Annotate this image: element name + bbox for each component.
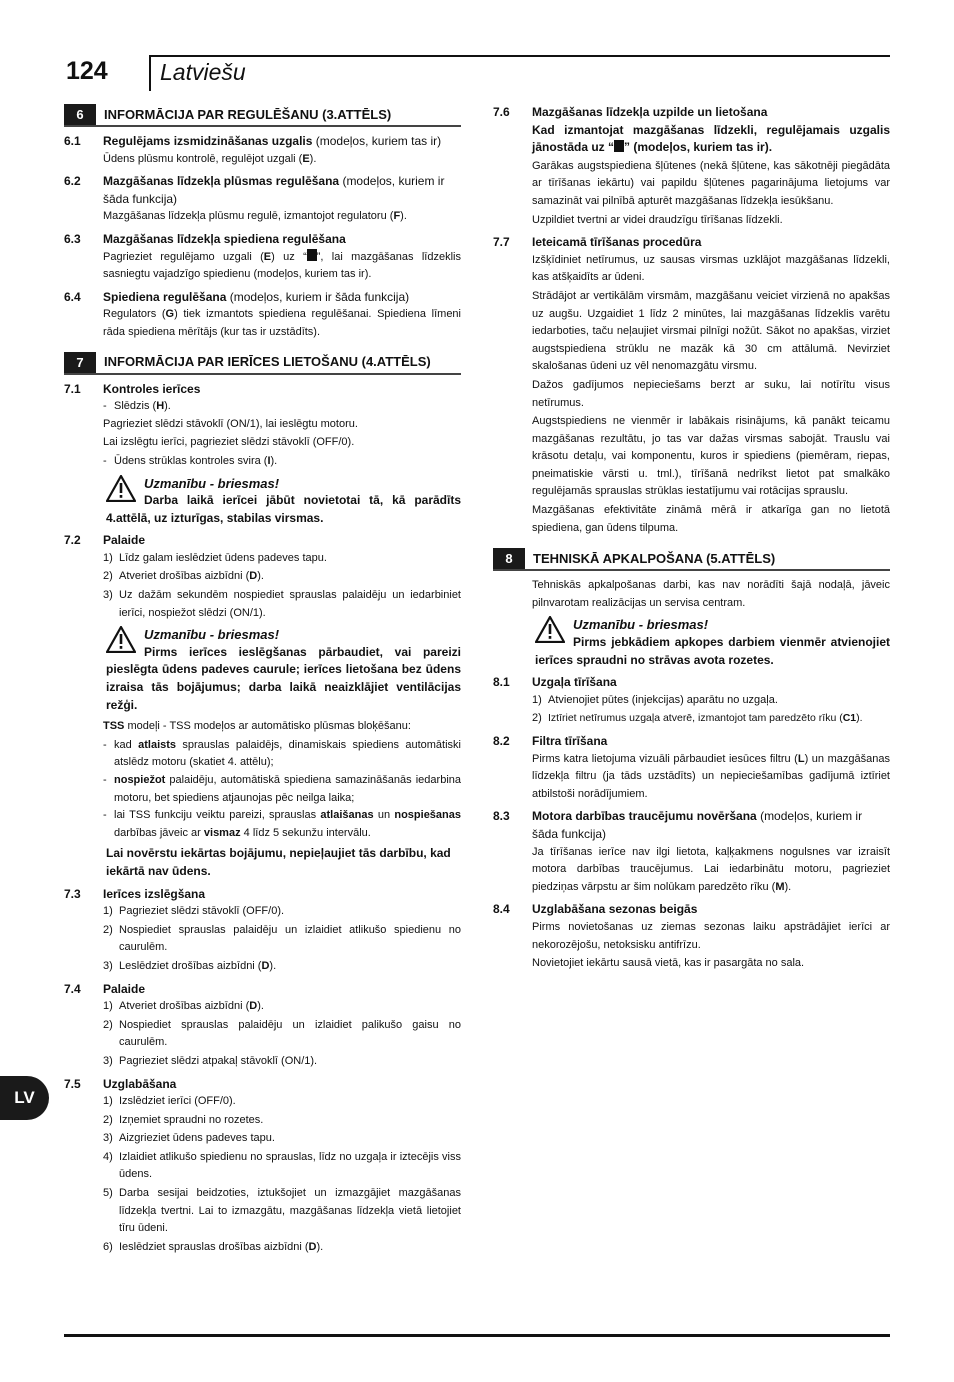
- language-tab: LV: [0, 1076, 49, 1120]
- item-title-suffix: (modeļos, kuriem ir šāda funkcija): [532, 809, 863, 841]
- item-title: [103, 133, 441, 151]
- warning-box: [106, 475, 461, 528]
- warning-title: Uzmanību - briesmas!: [573, 617, 709, 633]
- text: Leslēdziet drošības aizbīdni (: [119, 959, 262, 972]
- paragraph: Pagrieziet slēdzi stāvoklī (ON/1), lai ieslēgtu motoru.: [103, 417, 358, 430]
- paragraph: Strādājot ar vertikālām virsmām, mazgāšanu veiciet virzienā no apakšas uz augšu. Uzgaidiet 1 līdz 2 minūtes, lai mazgāšanas līdzeklis varētu iedarboties, taču neļaujiet virsmai pilnīgi nožūt. Sākot no apakšas, virziet augstspiediena strūklu ne mazāk kā 30 cm attālumā. Nevirziet skalošanas ūdeni uz vēl nenomazgātu virsmu.: [532, 289, 890, 373]
- warning-text: [535, 634, 890, 669]
- item-6-1: [64, 133, 461, 151]
- paragraph: Uzpildiet tvertni ar videi draudzīgu tīrīšanas līdzekli.: [532, 213, 783, 226]
- tss-block: [103, 718, 461, 842]
- text: Kad izmantojat mazgāšanas līdzekli, regulējamais uzgalis jānostāda uz “: [532, 122, 890, 155]
- text: Iztīriet netīrumus uzgaļa atverē, izmantojot tam paredzēto rīku (: [548, 712, 843, 725]
- list-item: 1) Atvienojiet pūtes (injekcijas) aparātu no uzgaļa.: [532, 692, 890, 710]
- spacer: [493, 538, 890, 548]
- text: palaidēju, automātiskā spiediena samazināšanās iedarbina motoru, bet spiediens atjaunojas pēc neilga laika;: [114, 774, 461, 804]
- paragraph: Lai izslēgtu ierīci, pagrieziet slēdzi stāvoklī (OFF/0).: [103, 436, 355, 449]
- warning-text: [106, 644, 461, 714]
- item-body: [532, 844, 890, 897]
- item-number: 7.2: [64, 533, 81, 548]
- text: ” (modeļos, kuriem tas ir).: [624, 140, 773, 155]
- step-text: Pagrieziet slēdzi stāvoklī (OFF/0).: [119, 905, 285, 918]
- text: ).: [856, 712, 863, 725]
- text: Darba laikā ierīcei jābūt novietotai tā, kā parādīts 4.attēlā, uz izturīgas, stabilas virsmas.: [106, 493, 461, 525]
- paragraph: Dažos gadījumos nepieciešams berzt ar suku, lai notīrītu visus netīrumus.: [532, 378, 890, 409]
- item-title: Mazgāšanas līdzekļa uzpilde un lietošana: [532, 105, 768, 119]
- item-number: 7.3: [64, 886, 81, 901]
- text: Ja tīrīšanas ierīce nav ilgi lietota, kaļķakmens nogulsnes var izraisīt motora darbības traucējumus. Lai iedarbinātu motoru, pagrieziet piedziņas vārpstu ar šim nolūkam paredzēto rīku (: [532, 845, 890, 893]
- text: Pirms katra lietojuma vizuāli pārbaudiet iesūces filtru (: [532, 752, 798, 765]
- ref-letter: M: [775, 880, 785, 893]
- step-text: Nospiediet sprauslas palaidēju un izlaidiet atlikušo spiedienu no caurulēm.: [119, 923, 461, 954]
- warning-title: Uzmanību - briesmas!: [144, 627, 280, 643]
- right-column: [493, 104, 890, 974]
- item-body: [103, 306, 461, 341]
- text: ).: [257, 570, 264, 583]
- list-item: - Ūdens strūklas kontroles svira (I).: [103, 454, 278, 467]
- text: ).: [270, 454, 278, 467]
- header-divider: [149, 55, 151, 91]
- list-item: 2) Iztīriet netīrumus uzgaļa atverē, izmantojot tam paredzēto rīku (C1).: [532, 712, 863, 725]
- item-title-text: Spiediena regulēšana: [103, 289, 227, 304]
- item-body: [532, 919, 890, 973]
- paragraph: Izšķīdiniet netīrumus, uz sausas virsmas uzklājot mazgāšanas līdzekli, kas atšķaidīts ar ūdeni.: [532, 253, 890, 284]
- item-body: [532, 122, 890, 230]
- item-title-text: Mazgāšanas līdzekļa plūsmas regulēšana: [103, 174, 340, 189]
- header-rule: [149, 55, 890, 57]
- list-item: 3) Leslēdziet drošības aizbīdni (D).: [103, 959, 277, 972]
- detergent-symbol-icon: [307, 249, 317, 261]
- tss-label: TSS: [103, 720, 125, 733]
- item-title: [103, 173, 461, 208]
- paragraph: Novietojiet iekārtu sausā vietā, kas ir pasargāta no sala.: [532, 957, 805, 970]
- text: ) tiek izmantots spiediena regulēšanai. Spiediena līmeni rāda spiediena mērītājs (kur tas ir uzstādīts).: [103, 308, 461, 338]
- steps-list: [103, 903, 461, 975]
- item-8-1: [493, 674, 890, 692]
- item-number: 7.6: [493, 105, 510, 119]
- item-body: [103, 151, 461, 169]
- steps-list: [532, 692, 890, 728]
- item-number: 6.1: [64, 134, 81, 148]
- text: ) un mazgāšanas līdzekļa filtru (ja tāds uzstādīts) un nepieciešamības gadījumā iztīriet atbilstoši norādījumiem.: [532, 752, 890, 800]
- text: Pirms ierīces ieslēgšanas pārbaudiet, vai pareizi pieslēgta ūdens padeves caurule; ierīces lietošana bez ūdens izraisa tās bojājumus; darba laikā neaizklājiet ventilācijas režģi.: [106, 644, 461, 712]
- list-item: 2) Nospiediet sprauslas palaidēju un izlaidiet atlikušo spiedienu no caurulēm.: [103, 922, 461, 957]
- list-item: - Slēdzis (H).: [103, 400, 171, 413]
- item-number: 6.4: [64, 289, 81, 304]
- section-8-header: [493, 548, 890, 571]
- section-7-header: [64, 352, 461, 375]
- item-7-1: [64, 381, 461, 399]
- steps-list: [103, 550, 461, 622]
- item-title: [103, 289, 409, 307]
- list-item: 3) Pagrieziet slēdzi atpakaļ stāvoklī (ON/1).: [103, 1053, 461, 1071]
- item-title: [532, 808, 890, 843]
- list-item: 2) Izņemiet spraudni no rozetes.: [103, 1112, 461, 1130]
- text: Ieslēdziet sprauslas drošības aizbīdni (: [119, 1240, 309, 1253]
- text: ).: [257, 1000, 264, 1013]
- notice-text: Lai novērstu iekārtas bojājumu, nepieļaujiet tās darbību, kad iekārtā nav ūdens.: [106, 846, 451, 878]
- paragraph: Mazgāšanas efektivitāte zināmā mērā ir atkarīga gan no lietotā spiediena, gan ūdens tilpuma.: [532, 504, 890, 534]
- text: ) uz “: [271, 250, 307, 263]
- step-text: Darba sesijai beidzoties, iztukšojiet un izmazgājiet mazgāšanas līdzekļa tvertni. Lai to izmazgātu, mazgāšanas līdzekļa vietā lietojiet tīru ūdeni.: [119, 1187, 461, 1235]
- item-number: 7.1: [64, 381, 81, 396]
- paragraph: Augstspiediens ne vienmēr ir labākais risinājums, kā panākt teicamu mazgāšanas rezultātu, jo tas var dažas virsmas sabojāt. Trauslu vai krāsotu detaļu, vai komponentu, kuros ir spiediens (piemēram, riepas, pneimatiskie vārsti u. tml.), tīrīšanā nedrīkst lietot pat smalkāko regulējamās sprauslas strūklas iestatījumu vai rotācijas sprauslu.: [532, 415, 890, 498]
- ref-letter: C1: [842, 712, 857, 725]
- paragraph: [532, 122, 890, 157]
- page-number: 124: [66, 57, 108, 85]
- item-7-5: [64, 1076, 461, 1094]
- ref-letter: D: [249, 570, 258, 583]
- list-item: 1) Līdz galam ieslēdziet ūdens padeves tapu.: [103, 550, 461, 568]
- list-item: 6) Ieslēdziet sprauslas drošības aizbīdni (D).: [103, 1240, 324, 1253]
- step-text: Uz dažām sekundēm nospiediet sprauslas palaidēju un iedarbiniet ierīci, nospiežot slēdzi (ON/1).: [119, 589, 461, 619]
- text: Ūdens strūklas kontroles svira (: [114, 454, 268, 467]
- item-title: Ieteicamā tīrīšanas procedūra: [532, 235, 702, 250]
- item-number: 6.3: [64, 231, 81, 246]
- item-6-2: [64, 173, 461, 208]
- item-title: Filtra tīrīšana: [532, 734, 608, 748]
- step-text: Pagrieziet slēdzi atpakaļ stāvoklī (ON/1).: [119, 1054, 318, 1067]
- steps-list: [103, 1093, 461, 1256]
- ref-letter: F: [393, 210, 401, 223]
- step-text: Aizgrieziet ūdens padeves tapu.: [119, 1132, 275, 1145]
- list-item: 1) Pagrieziet slēdzi stāvoklī (OFF/0).: [103, 903, 461, 921]
- warning-box: [535, 616, 890, 669]
- text: atlaists: [138, 738, 177, 751]
- ref-letter: G: [165, 308, 175, 321]
- list-item: 2) Nospiediet sprauslas palaidēju un izlaidiet palikušo gaisu no caurulēm.: [103, 1017, 461, 1052]
- list-item: - nospiežot palaidēju, automātiskā spiediena samazināšanās iedarbina motoru, bet spiediens atjaunojas pēc neilga laika;: [103, 774, 461, 804]
- item-title: Uzglabāšana sezonas beigās: [532, 902, 698, 917]
- text: ).: [316, 1240, 324, 1253]
- paragraph: Pirms novietošanas uz ziemas sezonas laiku apstrādājiet ierīci ar nekorozējošu, netoksisku antifrīzu.: [532, 920, 890, 951]
- item-title: Mazgāšanas līdzekļa spiediena regulēšana: [103, 231, 346, 246]
- item-body: [103, 208, 461, 226]
- warning-triangle-icon: [106, 626, 136, 653]
- steps-list: [103, 998, 461, 1070]
- text: nospiešanas: [394, 809, 461, 822]
- item-7-6: [493, 104, 890, 122]
- item-body: [532, 751, 890, 804]
- text: Atveriet drošības aizbīdni (: [119, 570, 250, 583]
- item-number: 6.2: [64, 174, 81, 189]
- text: Ūdens plūsmu kontrolē, regulējot uzgali (: [103, 152, 303, 165]
- ref-letter: H: [156, 400, 165, 413]
- page-language-title: Latviešu: [160, 59, 246, 85]
- section-number: 7: [64, 352, 96, 373]
- item-7-7: [493, 234, 890, 252]
- text: sprauslas palaidējs, dinamiskais spiediens automātiski atslēdz motoru (skatiet 4. attēlu);: [114, 738, 461, 769]
- item-body: [103, 398, 461, 470]
- ref-letter: D: [249, 1000, 258, 1013]
- text: Pirms jebkādiem apkopes darbiem vienmēr atvienojiet ierīces spraudni no strāvas avota rozetes.: [535, 635, 890, 667]
- spacer: [64, 342, 461, 352]
- ref-letter: L: [797, 752, 805, 765]
- step-text: Izslēdziet ierīci (OFF/0).: [119, 1095, 236, 1108]
- text: kad: [114, 738, 139, 751]
- section-title: TEHNISKĀ APKALPOŠANA (5.ATTĒLS): [533, 550, 776, 566]
- list-item: 1) Atveriet drošības aizbīdni (D).: [103, 1000, 264, 1013]
- text: darbības jāveic ar: [114, 826, 204, 839]
- warning-triangle-icon: [106, 475, 136, 502]
- ref-letter: I: [267, 454, 271, 467]
- item-8-2: [493, 733, 890, 751]
- text: ).: [309, 152, 317, 165]
- item-6-4: [64, 289, 461, 307]
- text: Pagrieziet regulējamo uzgali (: [103, 250, 264, 263]
- paragraph: Garākas augstspiediena šļūtenes (nekā šļūtene, kas sākotnēji piegādāta ar tīrīšanas iekārtu) vai papildu šļūtenes pagarinājuma lietojums var samazināt vai pilnībā apturēt mazgāšanas līdzekļa iesūkšanu.: [532, 159, 890, 207]
- list-item: 1) Izslēdziet ierīci (OFF/0).: [103, 1093, 461, 1111]
- item-8-3: [493, 808, 890, 843]
- list-item: 3) Uz dažām sekundēm nospiediet sprauslas palaidēju un iedarbiniet ierīci, nospiežot slēdzi (ON/1).: [103, 587, 461, 622]
- text: Slēdzis (: [114, 400, 157, 413]
- ref-letter: D: [308, 1240, 317, 1253]
- item-body: [103, 249, 461, 284]
- footer-rule: [64, 1334, 890, 1337]
- step-text: Līdz galam ieslēdziet ūdens padeves tapu.: [119, 551, 327, 564]
- text: atlaišanas: [320, 809, 374, 822]
- section-6-header: [64, 104, 461, 127]
- text: un: [373, 809, 395, 822]
- ref-letter: D: [261, 959, 270, 972]
- step-text: Izņemiet spraudni no rozetes.: [119, 1113, 264, 1126]
- text: Mazgāšanas līdzekļa plūsmu regulē, izmantojot regulatoru (: [103, 210, 394, 223]
- step-text: Nospiediet sprauslas palaidēju un izlaidiet palikušo gaisu no caurulēm.: [119, 1018, 461, 1049]
- text: 4 līdz 5 sekunžu intervālu.: [240, 826, 371, 839]
- step-text: Atvienojiet pūtes (injekcijas) aparātu no uzgaļa.: [548, 693, 778, 706]
- item-title: Palaide: [103, 533, 146, 548]
- list-item: - lai TSS funkciju veiktu pareizi, sprauslas atlaišanas un nospiešanas darbības jāveic ar vismaz 4 līdz 5 sekunžu intervālu.: [103, 809, 461, 839]
- warning-triangle-icon: [535, 616, 565, 643]
- section-title: INFORMĀCIJA PAR IERĪCES LIETOŠANU (4.ATTĒLS): [104, 354, 431, 370]
- text: Regulators (: [103, 308, 166, 321]
- warning-text: [106, 492, 461, 527]
- warning-title: Uzmanību - briesmas!: [144, 475, 280, 491]
- section-title: INFORMĀCIJA PAR REGULĒŠANU (3.ATTĒLS): [104, 106, 392, 122]
- item-title-suffix: (modeļos, kuriem ir šāda funkcija): [103, 174, 445, 206]
- section-number: 6: [64, 104, 96, 125]
- text: ”, lai mazgāšanas līdzeklis sasniegtu vajadzīgo spiedienu (modeļos, kuriem tas ir).: [103, 250, 461, 281]
- item-body: [532, 252, 890, 538]
- item-title-suffix: (modeļos, kuriem tas ir): [312, 134, 442, 148]
- item-number: 8.2: [493, 734, 510, 748]
- text: Atveriet drošības aizbīdni (: [119, 1000, 250, 1013]
- text: ).: [164, 400, 171, 413]
- item-number: 8.4: [493, 902, 510, 917]
- item-number: 8.1: [493, 675, 510, 690]
- section-number: 8: [493, 548, 525, 569]
- ref-letter: E: [302, 152, 310, 165]
- text: ).: [784, 880, 792, 893]
- list-item: - kad atlaists sprauslas palaidējs, dinamiskais spiediens automātiski atslēdz motoru (skatiet 4. attēlu);: [103, 738, 461, 769]
- text: vismaz: [203, 826, 241, 839]
- list-item: 4) Izlaidiet atlikušo spiedienu no sprauslas, līdz no uzgaļa ir iztecējis viss ūdens.: [103, 1149, 461, 1184]
- text: lai TSS funkciju veiktu pareizi, sprauslas: [114, 809, 321, 822]
- item-7-3: [64, 886, 461, 904]
- item-title-text: Regulējams izsmidzināšanas uzgalis: [103, 134, 313, 148]
- item-title-suffix: (modeļos, kuriem ir šāda funkcija): [226, 289, 410, 304]
- step-text: Izlaidiet atlikušo spiedienu no sprauslas, līdz no uzgaļa ir iztecējis viss ūdens.: [119, 1150, 461, 1181]
- section-intro: Tehniskās apkalpošanas darbi, kas nav norādīti šajā nodaļā, jāveic pilnvarotam realizācijas un servisa centram.: [532, 579, 890, 609]
- text: ).: [269, 959, 277, 972]
- left-column: [64, 104, 461, 1257]
- list-item: 2) Atveriet drošības aizbīdni (D).: [103, 570, 264, 583]
- item-number: 7.5: [64, 1076, 81, 1091]
- list-item: 3) Aizgrieziet ūdens padeves tapu.: [103, 1130, 461, 1148]
- item-6-3: [64, 231, 461, 249]
- item-8-4: [493, 901, 890, 919]
- item-title: Uzglabāšana: [103, 1076, 177, 1091]
- list-item: 5) Darba sesijai beidzoties, iztukšojiet un izmazgājiet mazgāšanas līdzekļa tvertni. Lai to izmazgātu, mazgāšanas līdzekļa vietā lietojiet tīru ūdeni.: [103, 1185, 461, 1238]
- item-number: 7.7: [493, 235, 510, 250]
- text: nospiežot: [114, 774, 166, 786]
- item-title: Ierīces izslēgšana: [103, 886, 206, 901]
- detergent-symbol-icon: [614, 140, 624, 152]
- ref-letter: E: [263, 250, 272, 263]
- item-title: Uzgaļa tīrīšana: [532, 675, 617, 690]
- warning-box: [106, 626, 461, 714]
- text: ).: [400, 210, 407, 223]
- item-7-2: [64, 532, 461, 550]
- item-7-4: [64, 981, 461, 999]
- item-number: 8.3: [493, 809, 510, 824]
- item-title: Kontroles ierīces: [103, 381, 201, 396]
- item-title: Palaide: [103, 981, 146, 996]
- item-number: 7.4: [64, 981, 81, 996]
- paragraph: [103, 718, 461, 736]
- text: modeļi - TSS modeļos ar automātisko plūsmas bloķēšanu:: [124, 720, 411, 733]
- item-title-text: Motora darbības traucējumu novēršana: [532, 809, 757, 824]
